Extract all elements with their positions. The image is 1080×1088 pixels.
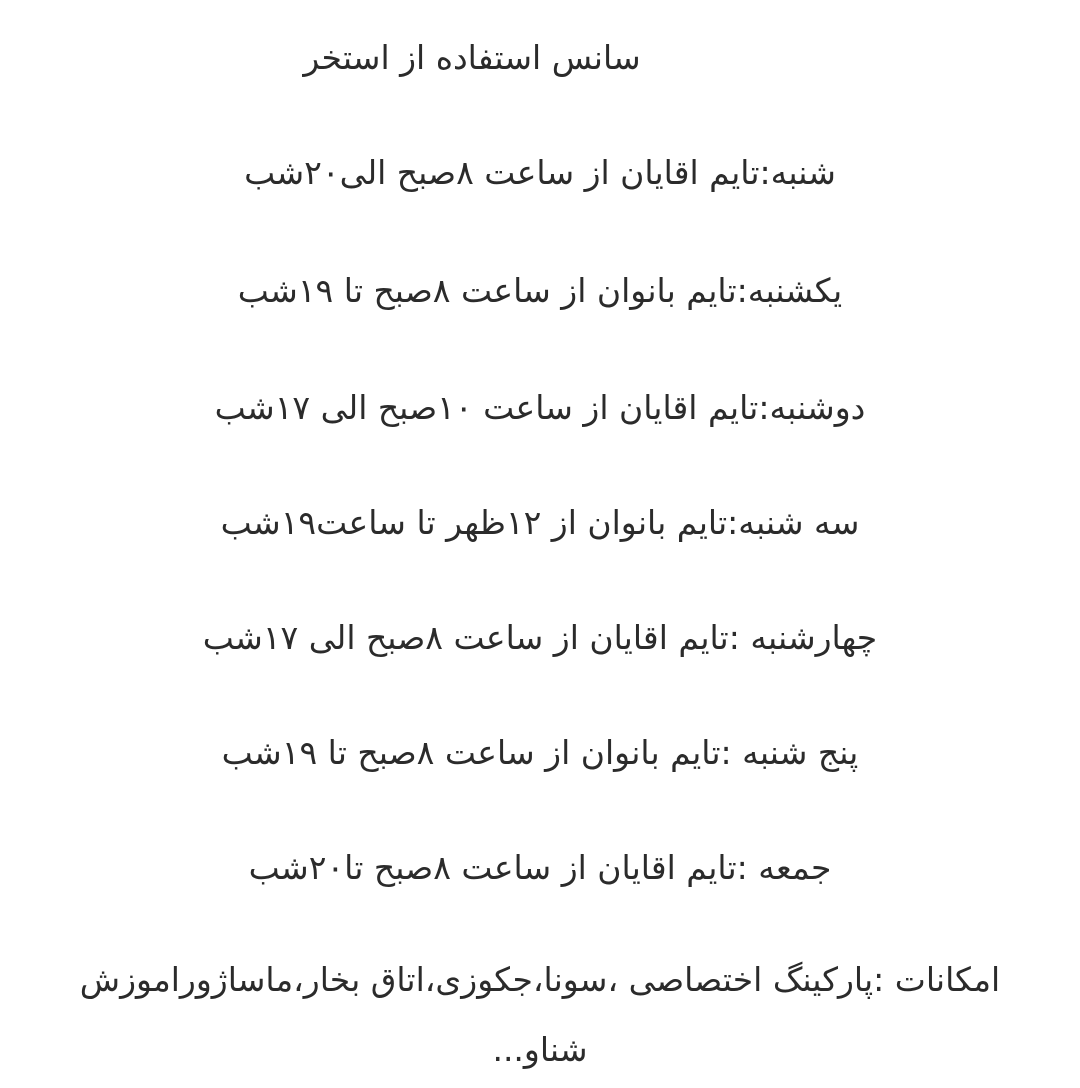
schedule-line-sunday: یکشنبه:تایم بانوان از ساعت ۸صبح تا ۱۹شب (237, 271, 843, 310)
schedule-line-saturday: شنبه:تایم اقایان از ساعت ۸صبح الی۲۰شب (244, 153, 836, 192)
schedule-line-thursday: پنج شنبه :تایم بانوان از ساعت ۸صبح تا ۱۹شب (221, 733, 859, 772)
schedule-line-friday: جمعه :تایم اقایان از ساعت ۸صبح تا۲۰شب (248, 848, 832, 887)
schedule-line-wednesday: چهارشنبه :تایم اقایان از ساعت ۸صبح الی ۱۷شب (202, 618, 878, 657)
schedule-line-monday: دوشنبه:تایم اقایان از ساعت ۱۰صبح الی ۱۷شب (214, 388, 866, 427)
facilities-text: امکانات :پارکینگ اختصاصی ،سونا،جکوزی،اتاق بخار،ماساژوراموزش شناو... (79, 960, 1001, 1069)
page-title: سانس استفاده از استخر (303, 38, 641, 77)
schedule-line-tuesday: سه شنبه:تایم بانوان از ۱۲ظهر تا ساعت۱۹شب (220, 503, 860, 542)
